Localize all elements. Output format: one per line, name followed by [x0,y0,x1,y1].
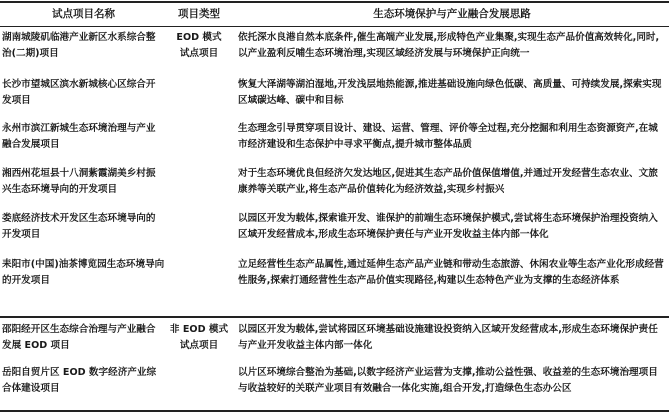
row-7-name: 邵阳经开区生态综合治理与产业融合发展 EOD 项目 [2,324,156,351]
row-2-approach: 恢复大泽湖等湖泊湿地,开发浅层地热能源,推进基础设施向绿色低碳、高质量、可持续发展,探索实现区域碳达峰、碳中和目标 [238,79,662,106]
group-divider-rule [0,316,669,318]
row-7-approach: 以园区开发为载体,尝试将园区环境基础设施建设投资纳入区域开发经营成本,形成生态环境保护责任与产业开发收益主体内部一体化 [238,324,658,351]
row-5-approach: 以园区开发为载体,探索谁开发、谁保护的前端生态环境保护模式,尝试将生态环境保护治理投资纳入区域开发经营成本,形成生态环境保护责任与产业开发收益主体内部一体化 [238,213,658,240]
row-4-approach: 对于生态环境优良但经济欠发达地区,促进其生态产品价值保值增值,并通过开发经营生态农业、文旅康养等关联产业,将生态产品价值转化为经济效益,实现乡村振兴 [238,168,658,195]
row-8-approach: 以片区环境综合整治为基础,以数字经济产业运营为支撑,推动公益性强、收益差的生态环境治理项目与收益较好的关联产业项目有效融合一体化实施,组合开发,打造绿色生态办公区 [238,367,658,394]
row-4-name: 湘西州花垣县十八洞紫霞湖美乡村振兴生态环境导向的开发项目 [2,168,156,195]
group-non-eod-type: 非 EOD 模式 试点项目 [169,324,229,351]
row-5-name: 娄底经济技术开发区生态环境导向的开发项目 [2,213,156,240]
row-2-name: 长沙市望城区滨水新城核心区综合开发项目 [2,79,156,106]
row-6-name: 耒阳市(中国)油茶博览园生态环境导向的开发项目 [2,259,165,286]
header-bottom-rule [0,26,669,27]
row-3-approach: 生态理念引导贯穿项目设计、建设、运营、管理、评价等全过程,充分挖掘和利用生态资源资产,在城市经济建设和生态保护中寻求平衡点,提升城市整体品质 [238,123,658,150]
row-1-approach: 依托深水良港自然本底条件,催生高端产业发展,形成特色产业集聚,实现生态产品价值高效转化,同时,以产业盈利反哺生态环境治理,实现区域经济发展与环境保护正向统一 [238,32,660,59]
row-6-approach: 立足经营性生态产品属性,通过延伸生态产品产业链和带动生态旅游、休闲农业等生态产业化形成经营性服务,探索打通经营性生态产品价值实现路径,构建以生态特色产业为支撑的生态经济体系 [238,259,664,286]
table-bottom-rule [0,410,669,412]
row-8-name: 岳阳自贸片区 EOD 数字经济产业综合体建设项目 [2,367,157,394]
row-3-name: 永州市滨江新城生态环境治理与产业融合发展项目 [2,123,156,150]
header-approach: 生态环境保护与产业融合发展思路 [373,8,531,20]
header-project-type: 项目类型 [178,8,220,20]
header-project-name: 试点项目名称 [52,8,115,20]
row-1-name: 湖南城陵矶临港产业新区水系综合整治(二期)项目 [2,32,156,59]
group-eod-type: EOD 模式 试点项目 [176,32,222,59]
